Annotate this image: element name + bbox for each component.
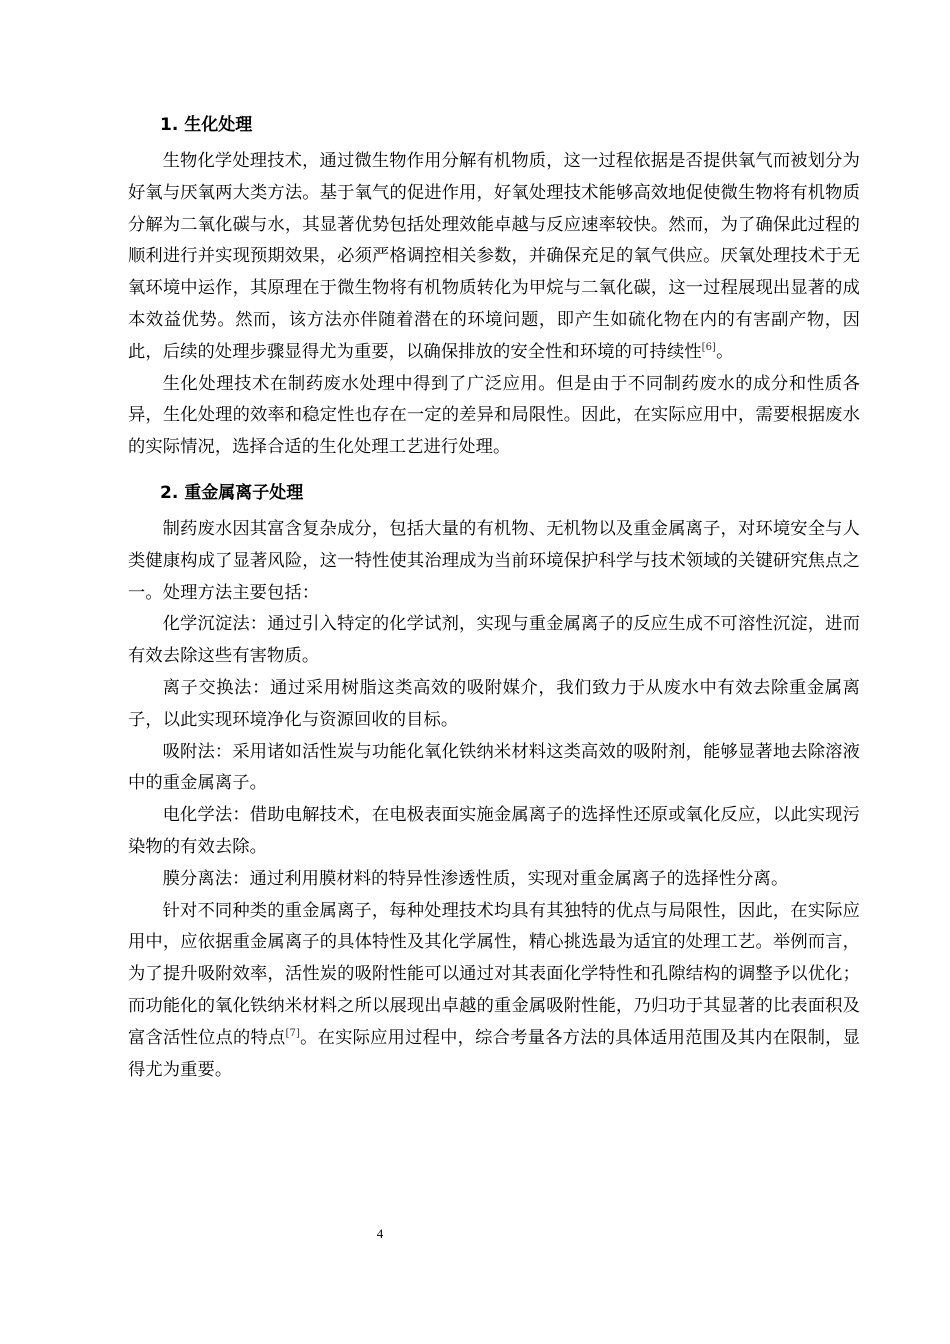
section-heading-biochemical: 1. 生化处理 (160, 115, 253, 135)
paragraph-chemical-precipitation: 化学沉淀法：通过引入特定的化学试剂，实现与重金属离子的反应生成不可溶性沉淀，进而有效去除这些有害物质。 (128, 614, 860, 667)
page-number: 4 (376, 1226, 384, 1241)
paragraph-text: 生物化学处理技术，通过微生物作用分解有机物质，这一过程依据是否提供氧气而被划分为好氧与厌氧两大类方法。基于氧气的促进作用，好氧处理技术能够高效地促使微生物将有机物质分解为二氧化碳与水，其显著优势包括处理效能卓越与反应速率较快。然而，为了确保此过程的顺利进行并实现预期效果，必须严格调控相关参数，并确保充足的氧气供应。厌氧处理技术于无氧环境中运作，其原理在于微生物将有机物质转化为甲烷与二氧化碳，这一过程展现出显著的成本效益优势。然而，该方法亦伴随着潜在的环境问题，即产生如硫化物在内的有害副产物，因此，后续的处理步骤显得尤为重要，以确保排放的安全性和环境的可持续性 (128, 151, 860, 362)
paragraph-end: 。 (716, 341, 734, 362)
paragraph-adsorption: 吸附法：采用诸如活性炭与功能化氧化铁纳米材料这类高效的吸附剂，能够显著地去除溶液中的重金属离子。 (128, 741, 860, 794)
paragraph-end: 。在实际应用过程中，综合考量各方法的具体适用范围及其内在限制，显得尤为重要。 (128, 1027, 861, 1080)
paragraph-heavy-metal-summary (128, 896, 860, 1087)
section-heading-heavy-metal: 2. 重金属离子处理 (160, 482, 304, 503)
paragraph-text: 针对不同种类的重金属离子，每种处理技术均具有其独特的优点与局限性，因此，在实际应用中，应依据重金属离子的具体特性及其化学属性，精心挑选最为适宜的处理工艺。举例而言，为了提升吸附效率，活性炭的吸附性能可以通过对其表面化学特性和孔隙结构的调整予以优化；而功能化的氧化铁纳米材料之所以展现出卓越的重金属吸附性能，乃归功于其显著的比表面积及富含活性位点的特点 (128, 900, 860, 1048)
paragraph-ion-exchange: 离子交换法：通过采用树脂这类高效的吸附媒介，我们致力于从废水中有效去除重金属离子，以此实现环境净化与资源回收的目标。 (128, 677, 860, 730)
paragraph-biochemical-intro (128, 146, 860, 369)
paragraph-biochemical-application: 生化处理技术在制药废水处理中得到了广泛应用。但是由于不同制药废水的成分和性质各异，生化处理的效率和稳定性也存在一定的差异和局限性。因此，在实际应用中，需要根据废水的实际情况，选择合适的生化处理工艺进行处理。 (128, 373, 860, 458)
paragraph-electrochemical: 电化学法：借助电解技术，在电极表面实施金属离子的选择性还原或氧化反应，以此实现污染物的有效去除。 (128, 805, 860, 857)
page-content (128, 110, 860, 1086)
paragraph-membrane-separation: 膜分离法：通过利用膜材料的特异性渗透性质，实现对重金属离子的选择性分离。 (162, 868, 789, 889)
paragraph-heavy-metal-intro: 制药废水因其富含复杂成分，包括大量的有机物、无机物以及重金属离子，对环境安全与人类健康构成了显著风险，这一特性使其治理成为当前环境保护科学与技术领域的关键研究焦点之一。处理方法主要包括： (128, 518, 860, 603)
citation-7[interactable]: [7] (285, 1027, 300, 1039)
citation-6[interactable]: [6] (701, 342, 717, 354)
